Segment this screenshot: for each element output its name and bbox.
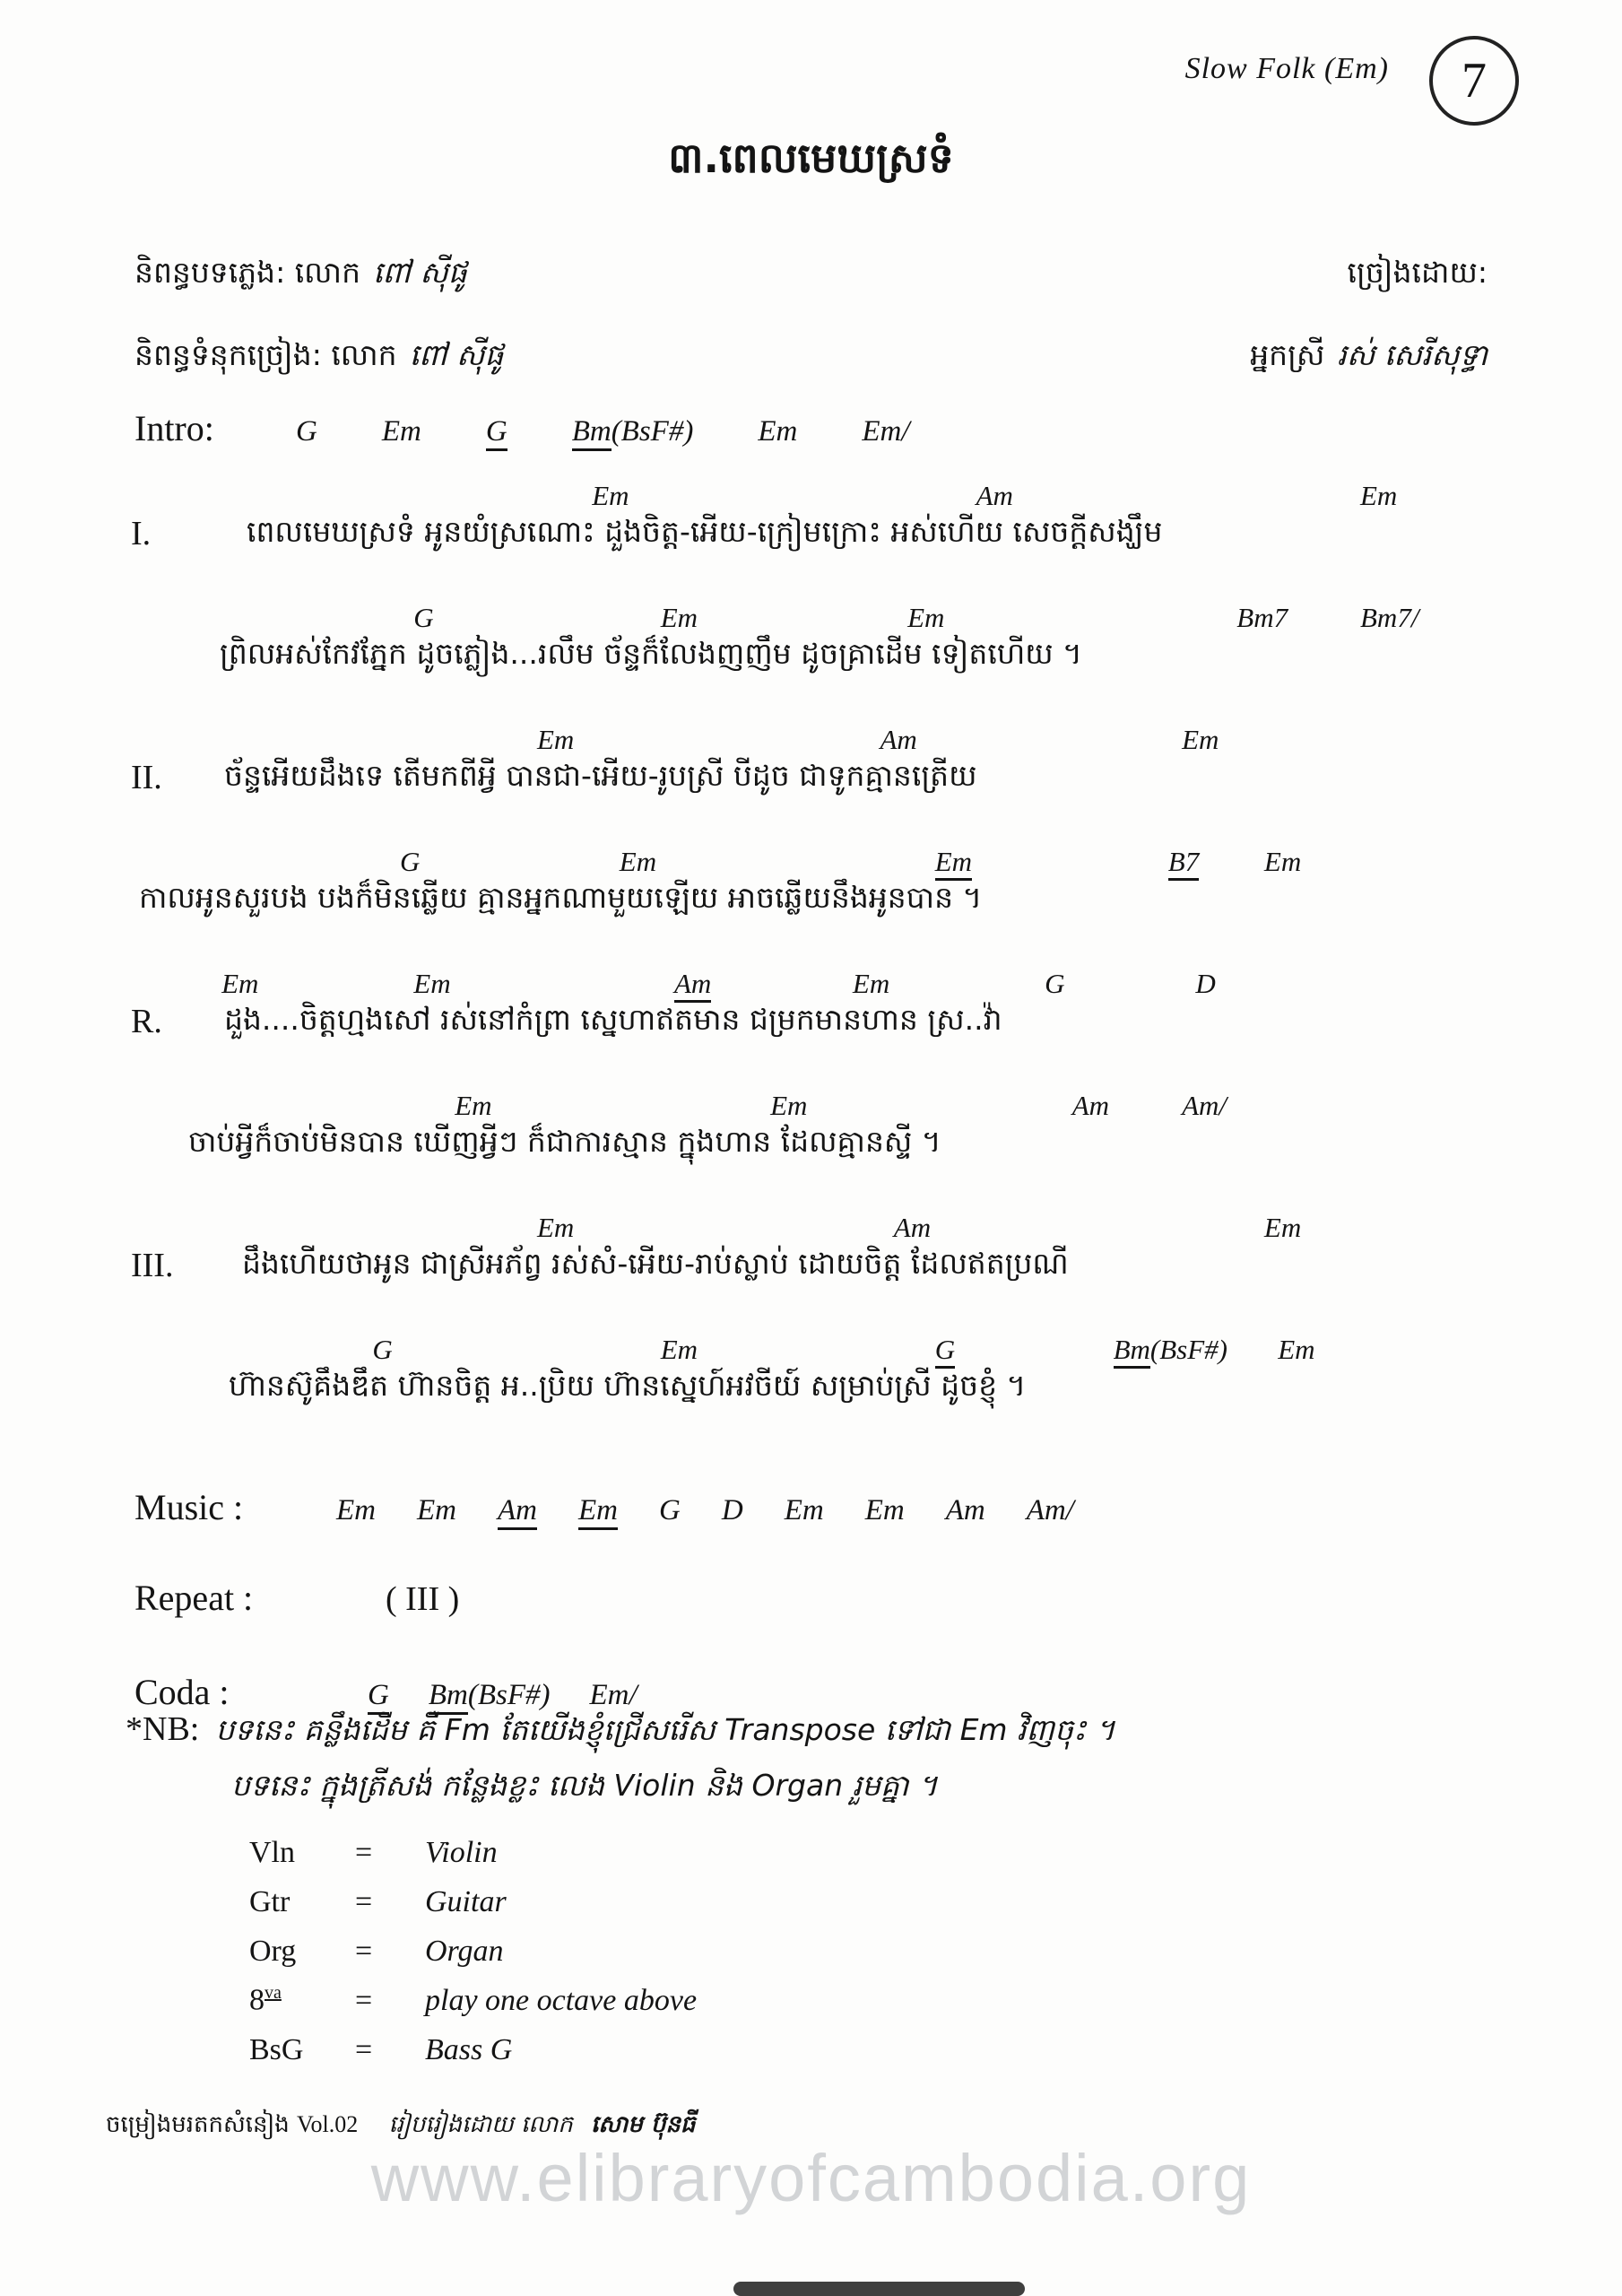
lyric-text: ច័ន្ទអើយដឹងទេ តើមកពីអ្វី បានជា-អើយ-រូបស្រី បីដូច ជាទូកគ្មានត្រើយ — [224, 758, 977, 793]
chord-symbol: Am — [880, 724, 917, 755]
chord-symbol: B7 — [1168, 846, 1199, 878]
section-label: III. — [131, 1247, 174, 1284]
chord-symbol: Em — [1263, 846, 1302, 877]
abbreviation-legend — [249, 1828, 697, 2074]
chord-symbol: G — [659, 1494, 681, 1526]
page-number: 7 — [1462, 53, 1487, 109]
chord-symbol: Em — [413, 968, 451, 999]
legend-row — [249, 1877, 697, 1926]
legend-row — [249, 1926, 697, 1976]
chord-symbol: Em — [578, 1494, 618, 1526]
nb-text-1: បទនេះ គន្លឹងដើម គឺ Fm តែយើងខ្ញុំជ្រើសរើស Transpose ទៅជា Em វិញចុះ ។ — [215, 1712, 1115, 1747]
repeat-value: ( III ) — [386, 1580, 460, 1618]
song-title: ៣.ពេលមេឃស្រទំ — [668, 134, 954, 182]
legend-value: play one octave above — [425, 1983, 698, 2017]
chord-symbol: Bm(BsF#) — [1114, 1334, 1227, 1366]
footer-series: ចម្រៀងមរតកសំនៀង — [106, 2111, 290, 2138]
credit-singer-title: អ្នកស្រី — [1250, 337, 1325, 372]
repeat-label: Repeat : — [134, 1578, 254, 1618]
chord-symbol: Em — [864, 1494, 905, 1526]
coda-label: Coda : — [134, 1672, 230, 1712]
legend-equals: = — [355, 2032, 373, 2066]
chord-line — [126, 1321, 1497, 1366]
chord-symbol: Am — [674, 968, 711, 1000]
chord-symbol: Em — [221, 968, 259, 999]
legend-value: Violin — [425, 1835, 498, 1869]
repeat-row — [134, 1577, 1497, 1619]
chord-symbol: Bm7/ — [1360, 602, 1419, 633]
lyric-text: ហ៊ានស៊ូគឹងឌឹត ហ៊ានចិត្ត អ..ប្រិយ ហ៊ានស្នេហ៍អវចីយ៍ សម្រាប់ស្រី ដូចខ្ញុំ ។ — [229, 1368, 1027, 1403]
chord-symbol: G — [935, 1334, 955, 1366]
legend-row — [249, 1976, 697, 2025]
lyric-line — [126, 634, 1497, 700]
music-label: Music : — [134, 1487, 244, 1527]
credit-composer — [134, 231, 503, 314]
chord-symbol: Em — [381, 415, 421, 448]
chord-symbol: Em — [537, 1212, 575, 1243]
chord-symbol: Am/ — [1182, 1090, 1227, 1121]
legend-equals: = — [355, 1835, 373, 1869]
coda-row — [134, 1671, 1497, 1713]
lyric-line — [126, 756, 1497, 822]
credit-composer-label: និពន្ធបទភ្លេង: លោក — [134, 255, 361, 290]
legend-abbr: Org — [249, 1934, 297, 1968]
credit-singer — [1250, 314, 1488, 396]
legend-equals: = — [355, 1884, 373, 1918]
chord-symbol: Em — [619, 846, 657, 877]
footer-byname: សោម ប៊ុនធី — [591, 2111, 696, 2138]
footer-volume: Vol.02 — [297, 2111, 359, 2137]
legend-equals: = — [355, 1983, 373, 2017]
footer-byline: រៀបរៀងដោយ លោក — [388, 2111, 573, 2138]
nb-block — [126, 1709, 1497, 1807]
chord-symbol: Bm(BsF#) — [572, 415, 694, 448]
chord-symbol: Am/ — [1026, 1494, 1074, 1526]
scan-bottom-bar — [733, 2282, 1025, 2296]
chord-symbol: Bm(BsF#) — [429, 1679, 551, 1711]
footer — [106, 2109, 695, 2144]
chord-symbol: G — [368, 1679, 389, 1711]
chord-symbol: G — [1045, 968, 1065, 999]
lyric-text: ពេលមេឃស្រទំ អូនយំស្រណោះ ដួងចិត្ត-អើយ-ក្រៀមក្រោះ អស់ហើយ សេចក្តីសង្ឃឹម — [247, 514, 1163, 549]
credit-sung-by: ច្រៀងដោយ: — [1347, 255, 1488, 290]
chord-symbol: Em — [336, 1494, 376, 1526]
chord-symbol: Am — [498, 1494, 537, 1526]
lyric-line — [126, 1244, 1497, 1310]
chord-symbol: D — [721, 1494, 743, 1526]
legend-abbr-superscript: va — [265, 1983, 282, 2004]
chord-line — [126, 589, 1497, 634]
credit-singer-name: រស់ សេរីសុទ្ធា — [1337, 337, 1488, 372]
credits-right — [1250, 231, 1488, 396]
nb-label: *NB: — [126, 1710, 200, 1748]
chord-symbol: G — [372, 1334, 393, 1365]
chord-symbol: Em — [758, 415, 798, 448]
chord-line — [126, 1199, 1497, 1244]
lyric-line — [126, 1366, 1497, 1432]
intro-row — [134, 407, 1497, 449]
credit-lyricist-label: និពន្ធទំនុកច្រៀង: លោក — [134, 337, 397, 372]
lyric-text: ចាប់អ្វីក៏ចាប់មិនបាន ឃើញអ្វីៗ ក៏ជាការស្មាន ក្នុងហាន ដែលគ្មានស្ទី ។ — [188, 1124, 941, 1159]
chord-line — [126, 955, 1497, 1000]
chord-symbol: Em — [907, 602, 945, 633]
music-row — [134, 1486, 1497, 1528]
legend-row — [249, 1828, 697, 1877]
legend-abbr: Vln — [249, 1835, 295, 1869]
legend-equals: = — [355, 1934, 373, 1968]
chord-symbol: Em — [455, 1090, 492, 1121]
chord-line — [126, 711, 1497, 756]
chord-symbol: Em — [537, 724, 575, 755]
intro-label: Intro: — [134, 408, 214, 448]
nb-line-1 — [126, 1709, 1497, 1752]
chord-symbol: G — [400, 846, 421, 877]
chord-symbol: Am — [893, 1212, 932, 1243]
chord-symbol: D — [1195, 968, 1216, 999]
chord-symbol: G — [296, 415, 317, 448]
chord-symbol: Em — [1360, 480, 1398, 511]
lyric-text: ដឹងហើយថាអូន ជាស្រីអភ័ព្វ រស់សំ-អើយ-រាប់ស្លាប់ ដោយចិត្ត ដែលឥតប្រណី — [242, 1246, 1069, 1281]
chord-symbol: Em — [784, 1494, 824, 1526]
chord-symbol: Am — [1071, 1090, 1110, 1121]
lyric-line — [126, 1122, 1497, 1188]
chord-line — [126, 467, 1497, 512]
chord-symbol: Em — [1182, 724, 1219, 755]
section-label: II. — [131, 759, 162, 796]
chord-symbol: Em — [660, 602, 698, 633]
watermark: www.elibraryofcambodia.org — [370, 2141, 1252, 2215]
section-label: R. — [131, 1003, 162, 1040]
chord-symbol: Am — [945, 1494, 985, 1526]
chord-symbol: G — [486, 415, 507, 448]
legend-row — [249, 2025, 697, 2074]
credit-lyricist-name: ពៅ ស៊ីផូ — [409, 337, 504, 372]
lyric-text: ព្រិលអស់កែវភ្នែក ដូចភ្លៀង...រលឹម ច័ន្ទក៏លែងញញឹម ដូចគ្រាដើម ទៀតហើយ ។ — [220, 636, 1082, 671]
lyric-line — [126, 878, 1497, 944]
page-number-badge — [1429, 36, 1519, 126]
legend-abbr: Gtr — [249, 1884, 291, 1918]
chord-symbol: Em — [852, 968, 890, 999]
chord-symbol: Em — [1278, 1334, 1315, 1365]
lyric-line — [126, 512, 1497, 578]
chord-symbol: Am — [976, 480, 1013, 511]
chord-symbol: Em — [770, 1090, 808, 1121]
credit-composer-name: ពៅ ស៊ីផូ — [373, 255, 467, 290]
legend-value: Bass G — [425, 2032, 513, 2066]
chord-symbol: Bm7 — [1236, 602, 1288, 633]
chord-symbol: Em — [935, 846, 972, 878]
credits-left — [134, 231, 503, 396]
chord-symbol: Em — [660, 1334, 698, 1365]
song-body — [126, 402, 1497, 1713]
credit-lyricist — [134, 314, 503, 396]
chord-symbol: Em — [592, 480, 629, 511]
legend-abbr: $8^{va}$ — [249, 1983, 282, 2017]
chord-line — [126, 833, 1497, 878]
chord-symbol: Em/ — [589, 1679, 638, 1711]
legend-value: Organ — [425, 1934, 504, 1968]
genre-label: Slow Folk (Em) — [1184, 52, 1389, 85]
chord-symbol: Em/ — [862, 415, 910, 448]
section-label: I. — [131, 515, 152, 552]
legend-abbr: BsG — [249, 2032, 304, 2066]
chord-line — [126, 1077, 1497, 1122]
chord-symbol: G — [413, 602, 434, 633]
nb-text-2: បទនេះ ក្នុងត្រីសង់ កន្លែងខ្លះ លេង Violin និង Organ រួមគ្នា ។ — [231, 1767, 938, 1803]
chord-symbol: Em — [417, 1494, 456, 1526]
chord-symbol: Em — [1263, 1212, 1302, 1243]
legend-value: Guitar — [425, 1884, 507, 1918]
lyric-line — [126, 1000, 1497, 1066]
lyric-text: ដួង....ចិត្តហ្មងសៅ រស់នៅកំព្រា ស្នេហាឥតមាន ជម្រកមានហាន ស្រ..វ៉ា — [224, 1002, 1002, 1037]
lyric-text: កាលអូនសួរបង បងក៏មិនឆ្លើយ គ្មានអ្នកណាមួយឡើយ អាចឆ្លើយនឹងអូនបាន ។ — [139, 880, 983, 915]
